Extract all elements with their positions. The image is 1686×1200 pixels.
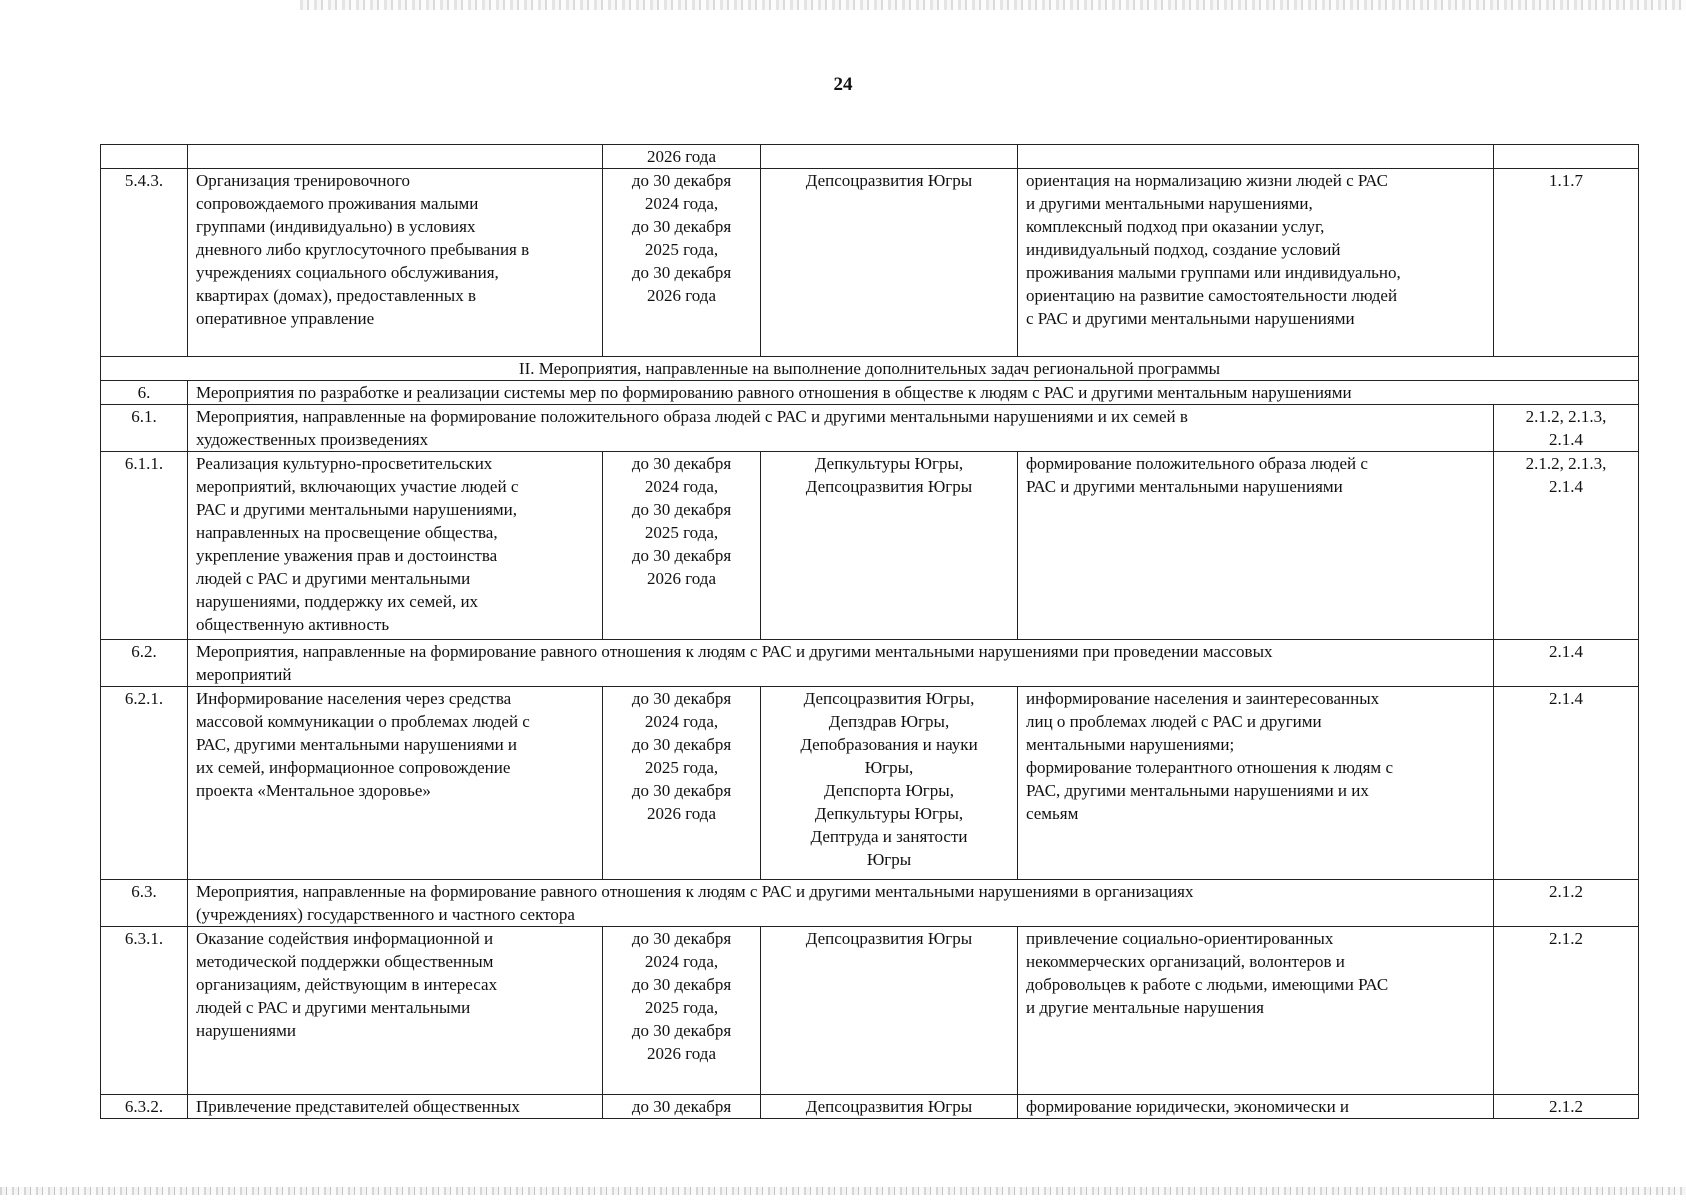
cell-resp-line: Дептруда и занятости xyxy=(810,827,968,846)
cell-resp xyxy=(761,1095,1018,1119)
cell-name-line: РАС, другими ментальными нарушениями и xyxy=(196,735,518,754)
cell-indicator xyxy=(1494,927,1639,1095)
cell-num xyxy=(101,145,188,169)
cell-name-line: Оказание содействия информационной и xyxy=(196,929,494,948)
cell-name-line: нарушениями xyxy=(196,1021,296,1040)
cell-indicator-line: 1.1.7 xyxy=(1549,171,1583,190)
cell-indicator-line: 2.1.2 xyxy=(1549,882,1583,901)
subgroup-row xyxy=(101,880,1639,927)
cell-result-line: и другими ментальными нарушениями, xyxy=(1026,194,1313,213)
cell-result-line: добровольцев к работе с людьми, имеющими РАС xyxy=(1026,975,1389,994)
cell-result xyxy=(1018,169,1494,357)
cell-result-line: формирование толерантного отношения к людям с xyxy=(1026,758,1393,777)
cell-name-line: направленных на просвещение общества, xyxy=(196,523,498,542)
cell-date xyxy=(603,452,761,640)
cell-result-line: РАС и другими ментальными нарушениями xyxy=(1026,477,1343,496)
cell-date-line: 2024 года, xyxy=(644,194,719,213)
subgroup-row xyxy=(101,405,1639,452)
subgroup-title-line: Мероприятия, направленные на формирование равного отношения к людям с РАС и другими ментальными нарушениями при проведении массовых xyxy=(196,642,1273,661)
cell-resp xyxy=(761,687,1018,880)
cell-date-line: 2025 года, xyxy=(644,998,719,1017)
cell-result xyxy=(1018,452,1494,640)
cell-result-line: семьям xyxy=(1026,804,1079,823)
cell-num: 6.3.2. xyxy=(101,1095,188,1119)
cell-indicator-line: 2.1.2 xyxy=(1549,1097,1583,1116)
cell-result-line: ориентация на нормализацию жизни людей с РАС xyxy=(1026,171,1388,190)
cell-date-line: до 30 декабря xyxy=(631,689,732,708)
cell-num: 6.2. xyxy=(101,640,188,687)
cell-result-line: лиц о проблемах людей с РАС и другими xyxy=(1026,712,1322,731)
cell-name-line: Реализация культурно-просветительских xyxy=(196,454,493,473)
subgroup-title-line: Мероприятия, направленные на формирование равного отношения к людям с РАС и другими ментальными нарушениями в организациях xyxy=(196,882,1194,901)
cell-name-line: их семей, информационное сопровождение xyxy=(196,758,511,777)
cell-date-line: до 30 декабря xyxy=(631,500,732,519)
cell-result-line: индивидуальный подход, создание условий xyxy=(1026,240,1341,259)
cell-result-line: проживания малыми группами или индивидуально, xyxy=(1026,263,1401,282)
cell-resp xyxy=(761,927,1018,1095)
cell-name xyxy=(188,927,603,1095)
cell-num: 6.2.1. xyxy=(101,687,188,880)
cell-result-line: комплексный подход при оказании услуг, xyxy=(1026,217,1325,236)
cell-resp-line: Депсоцразвития Югры xyxy=(805,171,973,190)
cell-name xyxy=(188,1095,603,1119)
cell-result-line: РАС, другими ментальными нарушениями и их xyxy=(1026,781,1369,800)
subgroup-title-line: Мероприятия, направленные на формирование положительного образа людей с РАС и другими ментальными нарушениями и их семей в xyxy=(196,407,1188,426)
cell-result xyxy=(1018,927,1494,1095)
cell-result xyxy=(1018,1095,1494,1119)
cell-date-line: до 30 декабря xyxy=(631,929,732,948)
cell-indicator-line: 2.1.2, 2.1.3, xyxy=(1525,454,1607,473)
table-row xyxy=(101,927,1639,1095)
section-heading: II. Мероприятия, направленные на выполнение дополнительных задач региональной программы xyxy=(101,357,1639,381)
cell-name-line: проекта «Ментальное здоровье» xyxy=(196,781,431,800)
cell-resp-line: Депкультуры Югры, xyxy=(814,804,964,823)
cell-indicator xyxy=(1494,1095,1639,1119)
cell-date-line: 2026 года xyxy=(646,804,716,823)
cell-resp xyxy=(761,169,1018,357)
table-row xyxy=(101,1095,1639,1119)
cell-date-line: 2025 года, xyxy=(644,240,719,259)
cell-name xyxy=(188,452,603,640)
cell-result-line: информирование населения и заинтересованных xyxy=(1026,689,1380,708)
cell-date-line: до 30 декабря xyxy=(631,735,732,754)
cell-date-line: до 30 декабря xyxy=(631,781,732,800)
cell-date-line: 2026 года xyxy=(646,569,716,588)
cell-indicator xyxy=(1494,640,1639,687)
cell-date xyxy=(603,927,761,1095)
subgroup-title-line: мероприятий xyxy=(196,665,292,684)
cell-name xyxy=(188,145,603,169)
cell-num: 6.3. xyxy=(101,880,188,927)
cell-name-line: оперативное управление xyxy=(196,309,375,328)
cell-date-line: 2025 года, xyxy=(644,523,719,542)
cell-name-line: организациям, действующим в интересах xyxy=(196,975,498,994)
cell-name-line: квартирах (домах), предоставленных в xyxy=(196,286,476,305)
cell-indicator-line: 2.1.4 xyxy=(1549,642,1583,661)
cell-indicator-line: 2.1.4 xyxy=(1549,477,1583,496)
cell-indicator xyxy=(1494,405,1639,452)
cell-date-line: 2024 года, xyxy=(644,952,719,971)
cell-name-line: группами (индивидуально) в условиях xyxy=(196,217,476,236)
cell-result-line: формирование юридически, экономически и xyxy=(1026,1097,1350,1116)
cell-name-line: методической поддержки общественным xyxy=(196,952,494,971)
cell-name-line: общественную активность xyxy=(196,615,390,634)
cell-result xyxy=(1018,145,1494,169)
cell-resp-line: Югры, xyxy=(864,758,914,777)
table-row xyxy=(101,687,1639,880)
cell-result-line: и другие ментальные нарушения xyxy=(1026,998,1264,1017)
cell-result-line: формирование положительного образа людей с xyxy=(1026,454,1368,473)
group-title-line: Мероприятия по разработке и реализации системы мер по формированию равного отношения в обществе к людям с РАС и другими ментальным нарушениями xyxy=(196,383,1352,402)
cell-num: 6.3.1. xyxy=(101,927,188,1095)
cell-indicator xyxy=(1494,145,1639,169)
cell-name-line: нарушениями, поддержку их семей, их xyxy=(196,592,479,611)
cell-name-line: массовой коммуникации о проблемах людей с xyxy=(196,712,530,731)
cell-indicator-line: 2.1.2 xyxy=(1549,929,1583,948)
subgroup-title-line: художественных произведениях xyxy=(196,430,429,449)
cell-date-line: 2025 года, xyxy=(644,758,719,777)
cell-result-line: с РАС и другими ментальными нарушениями xyxy=(1026,309,1355,328)
group-row xyxy=(101,381,1639,405)
cell-num: 5.4.3. xyxy=(101,169,188,357)
cell-date: 2026 года xyxy=(603,145,761,169)
cell-num: 6. xyxy=(101,381,188,405)
cell-resp-line: Югры xyxy=(866,850,912,869)
cell-date-line: 2024 года, xyxy=(644,477,719,496)
cell-indicator xyxy=(1494,880,1639,927)
cell-date-line: 2024 года, xyxy=(644,712,719,731)
cell-name-line: людей с РАС и другими ментальными xyxy=(196,569,471,588)
scan-edge-bottom xyxy=(0,1187,1686,1195)
cell-name-line: дневного либо круглосуточного пребывания в xyxy=(196,240,530,259)
measures-table xyxy=(100,144,1639,1119)
page-number: 24 xyxy=(833,74,853,95)
cell-date xyxy=(603,687,761,880)
cell-date-line: до 30 декабря xyxy=(631,263,732,282)
cell-date-line: до 30 декабря xyxy=(631,217,732,236)
cell-resp-line: Депкультуры Югры, xyxy=(814,454,964,473)
cell-result-line: привлечение социально-ориентированных xyxy=(1026,929,1334,948)
subgroup-title-line: (учреждениях) государственного и частного сектора xyxy=(196,905,575,924)
cell-indicator xyxy=(1494,169,1639,357)
table-row xyxy=(101,452,1639,640)
cell-resp xyxy=(761,452,1018,640)
cell-name-line: мероприятий, включающих участие людей с xyxy=(196,477,519,496)
cell-name-line: Информирование населения через средства xyxy=(196,689,512,708)
cell-result xyxy=(1018,687,1494,880)
cell-date-line: до 30 декабря xyxy=(631,1097,732,1116)
cell-date-line: 2026 года xyxy=(646,286,716,305)
cell-name-line: РАС и другими ментальными нарушениями, xyxy=(196,500,518,519)
cell-date-line: до 30 декабря xyxy=(631,171,732,190)
cell-date-line: до 30 декабря xyxy=(631,1021,732,1040)
continuation-row xyxy=(101,145,1639,169)
cell-name-line: укрепление уважения прав и достоинства xyxy=(196,546,498,565)
cell-resp-line: Депсоцразвития Югры xyxy=(805,929,973,948)
subgroup-row xyxy=(101,640,1639,687)
cell-name xyxy=(188,687,603,880)
cell-resp-line: Депздрав Югры, xyxy=(828,712,950,731)
cell-indicator xyxy=(1494,687,1639,880)
cell-name-line: Организация тренировочного xyxy=(196,171,411,190)
cell-result-line: ориентацию на развитие самостоятельности людей xyxy=(1026,286,1398,305)
cell-date-line: до 30 декабря xyxy=(631,546,732,565)
cell-name-line: людей с РАС и другими ментальными xyxy=(196,998,471,1017)
subgroup-title xyxy=(188,880,1494,927)
table-row xyxy=(101,169,1639,357)
cell-date xyxy=(603,169,761,357)
subgroup-title xyxy=(188,640,1494,687)
cell-name-line: Привлечение представителей общественных xyxy=(196,1097,520,1116)
scan-edge-top xyxy=(300,0,1686,10)
cell-name-line: сопровождаемого проживания малыми xyxy=(196,194,479,213)
cell-name-line: учреждениях социального обслуживания, xyxy=(196,263,499,282)
cell-indicator-line: 2.1.2, 2.1.3, xyxy=(1525,407,1607,426)
cell-date xyxy=(603,1095,761,1119)
cell-name xyxy=(188,169,603,357)
cell-result-line: ментальными нарушениями; xyxy=(1026,735,1235,754)
cell-date-line: до 30 декабря xyxy=(631,454,732,473)
cell-num: 6.1. xyxy=(101,405,188,452)
cell-indicator-line: 2.1.4 xyxy=(1549,430,1583,449)
cell-resp-line: Депсоцразвития Югры xyxy=(805,1097,973,1116)
group-title xyxy=(188,381,1639,405)
cell-date-line: 2026 года xyxy=(646,1044,716,1063)
cell-resp-line: Депобразования и науки xyxy=(800,735,978,754)
cell-resp-line: Депсоцразвития Югры xyxy=(805,477,973,496)
cell-result-line: некоммерческих организаций, волонтеров и xyxy=(1026,952,1345,971)
cell-resp-line: Депсоцразвития Югры, xyxy=(803,689,975,708)
cell-resp-line: Депспорта Югры, xyxy=(824,781,954,800)
cell-resp xyxy=(761,145,1018,169)
cell-num: 6.1.1. xyxy=(101,452,188,640)
cell-indicator-line: 2.1.4 xyxy=(1549,689,1583,708)
subgroup-title xyxy=(188,405,1494,452)
cell-indicator xyxy=(1494,452,1639,640)
cell-date-line: до 30 декабря xyxy=(631,975,732,994)
section-heading-row xyxy=(101,357,1639,381)
